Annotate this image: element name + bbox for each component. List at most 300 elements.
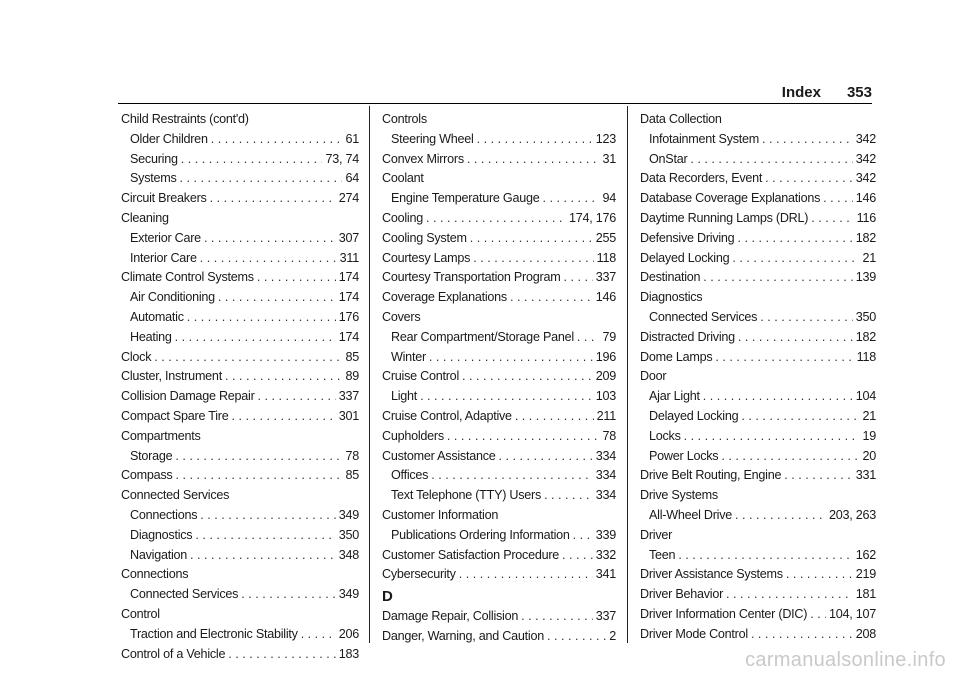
index-page-ref[interactable]: 104, 107 — [828, 606, 876, 621]
index-page-ref[interactable]: 206 — [338, 626, 359, 641]
index-term: Compact Spare Tire — [121, 408, 229, 423]
index-term: Teen — [649, 547, 676, 562]
index-entry — [640, 526, 876, 546]
index-page-ref[interactable]: 85 — [345, 349, 359, 364]
index-page-ref[interactable]: 103 — [595, 389, 616, 404]
index-subentry — [121, 169, 359, 189]
dot-leader — [204, 229, 336, 249]
index-entry — [640, 585, 876, 605]
index-entry — [382, 367, 616, 387]
index-term: Delayed Locking — [649, 408, 739, 423]
index-entry — [640, 189, 876, 209]
dot-leader — [521, 607, 593, 627]
index-page-ref[interactable]: 118 — [596, 250, 616, 265]
dot-leader — [703, 268, 852, 288]
index-page-ref[interactable]: 79 — [602, 329, 616, 344]
index-term: Storage — [130, 448, 173, 463]
index-term: Diagnostics — [130, 527, 193, 542]
index-entry — [121, 189, 359, 209]
dot-leader — [737, 229, 852, 249]
index-entry — [121, 110, 359, 130]
dot-leader — [760, 308, 853, 328]
index-page-ref[interactable]: 94 — [602, 191, 616, 206]
index-entry — [640, 209, 876, 229]
index-subentry — [382, 328, 616, 348]
index-page-ref[interactable]: 116 — [856, 210, 876, 225]
dot-leader — [429, 348, 593, 368]
index-entry — [121, 605, 359, 625]
index-page-ref[interactable]: 31 — [602, 151, 616, 166]
index-term: Coolant — [382, 171, 424, 186]
page-title: Index — [781, 84, 821, 101]
section-letter: D — [382, 588, 393, 606]
index-term: Dome Lamps — [640, 349, 713, 364]
index-term: Customer Information — [382, 507, 499, 522]
page-header — [782, 84, 872, 101]
dot-leader — [726, 585, 853, 605]
index-term: Cruise Control, Adaptive — [382, 408, 512, 423]
index-page-ref[interactable]: 104 — [855, 389, 876, 404]
index-subentry — [640, 546, 876, 566]
dot-leader — [765, 169, 853, 189]
index-entry — [121, 645, 359, 665]
index-entry — [640, 249, 876, 269]
index-page-ref[interactable]: 139 — [855, 270, 876, 285]
index-entry — [640, 288, 876, 308]
dot-leader — [810, 605, 826, 625]
index-term: Coverage Explanations — [382, 290, 507, 305]
index-page-ref[interactable]: 311 — [339, 250, 359, 265]
index-term: Connected Services — [649, 309, 758, 324]
index-page-ref[interactable]: 341 — [595, 567, 616, 582]
index-term: Daytime Running Lamps (DRL) — [640, 210, 809, 225]
index-term: Driver Assistance Systems — [640, 567, 783, 582]
index-page-ref[interactable]: 89 — [345, 369, 359, 384]
index-entry — [382, 169, 616, 189]
index-page-ref[interactable]: 337 — [338, 389, 359, 404]
index-entry — [382, 407, 616, 427]
index-entry — [382, 150, 616, 170]
dot-leader — [211, 130, 343, 150]
index-page-ref[interactable]: 331 — [855, 468, 876, 483]
index-term: Diagnostics — [640, 290, 703, 305]
dot-leader — [786, 565, 853, 585]
index-subentry — [382, 387, 616, 407]
index-subentry — [121, 308, 359, 328]
index-term: Automatic — [130, 309, 184, 324]
index-term: Compartments — [121, 428, 201, 443]
index-subentry — [640, 506, 876, 526]
index-page-ref[interactable]: 181 — [855, 587, 876, 602]
watermark: carmanualsonline.info — [745, 649, 946, 671]
index-page-ref[interactable]: 85 — [345, 468, 359, 483]
column-divider — [627, 106, 628, 643]
index-entry — [640, 625, 876, 645]
index-page-ref[interactable]: 339 — [595, 527, 616, 542]
index-entry — [121, 427, 359, 447]
dot-leader — [547, 627, 606, 647]
index-entry — [640, 229, 876, 249]
index-entry — [121, 348, 359, 368]
index-page-ref[interactable]: 349 — [338, 507, 359, 522]
dot-leader — [426, 209, 566, 229]
dot-leader — [751, 625, 853, 645]
index-entry — [640, 466, 876, 486]
index-term: Connected Services — [130, 587, 239, 602]
dot-leader — [732, 249, 859, 269]
index-subentry — [121, 288, 359, 308]
index-term: Cooling System — [382, 230, 467, 245]
page-number: 353 — [846, 84, 872, 101]
index-page-ref[interactable]: 334 — [595, 448, 616, 463]
index-page-ref[interactable]: 342 — [855, 151, 876, 166]
index-subentry — [382, 526, 616, 546]
index-subentry — [640, 150, 876, 170]
index-term: Rear Compartment/Storage Panel — [391, 329, 574, 344]
dot-leader — [563, 268, 592, 288]
dot-leader — [228, 645, 336, 665]
index-column-1 — [121, 110, 359, 664]
index-term: Distracted Driving — [640, 329, 735, 344]
index-page-ref[interactable]: 274 — [338, 191, 359, 206]
index-term: Older Children — [130, 131, 208, 146]
dot-leader — [721, 447, 859, 467]
index-page-ref[interactable]: 64 — [345, 171, 359, 186]
index-entry — [640, 367, 876, 387]
index-page-ref[interactable]: 174 — [338, 329, 359, 344]
index-subentry — [121, 506, 359, 526]
index-entry — [121, 407, 359, 427]
index-term: Engine Temperature Gauge — [391, 191, 540, 206]
index-term: Cooling — [382, 210, 423, 225]
dot-leader — [467, 150, 600, 170]
index-subentry — [121, 546, 359, 566]
index-entry — [382, 546, 616, 566]
index-page-ref[interactable]: 203, 263 — [828, 507, 876, 522]
index-term: Convex Mirrors — [382, 151, 464, 166]
dot-leader — [543, 189, 600, 209]
index-entry — [121, 387, 359, 407]
dot-leader — [741, 407, 859, 427]
index-page-ref[interactable]: 123 — [595, 131, 616, 146]
index-page-ref[interactable]: 209 — [595, 369, 616, 384]
index-page-ref[interactable]: 337 — [595, 270, 616, 285]
dot-leader — [703, 387, 853, 407]
index-entry — [382, 308, 616, 328]
index-term: Destination — [640, 270, 701, 285]
index-page-ref[interactable]: 350 — [855, 309, 876, 324]
index-term: OnStar — [649, 151, 688, 166]
index-term: Light — [391, 389, 418, 404]
index-term: Defensive Driving — [640, 230, 735, 245]
index-page-ref[interactable]: 342 — [855, 131, 876, 146]
index-page-ref[interactable]: 208 — [855, 626, 876, 641]
index-page-ref[interactable]: 342 — [855, 171, 876, 186]
dot-leader — [175, 447, 342, 467]
index-column-3 — [640, 110, 876, 645]
index-subentry — [382, 486, 616, 506]
index-entry — [382, 268, 616, 288]
index-term: Door — [640, 369, 667, 384]
index-term: Database Coverage Explanations — [640, 191, 821, 206]
index-entry — [640, 605, 876, 625]
index-page-ref[interactable]: 2 — [609, 628, 616, 643]
index-entry — [640, 328, 876, 348]
header-rule — [118, 103, 872, 104]
index-entry — [640, 169, 876, 189]
index-term: Drive Systems — [640, 488, 718, 503]
index-page-ref[interactable]: 196 — [595, 349, 616, 364]
dot-leader — [473, 249, 593, 269]
index-subentry — [382, 466, 616, 486]
index-term: Clock — [121, 349, 152, 364]
index-term: Controls — [382, 112, 427, 126]
index-page-ref[interactable]: 307 — [338, 230, 359, 245]
index-page-ref[interactable]: 332 — [595, 547, 616, 562]
index-term: Driver Mode Control — [640, 626, 748, 641]
index-term: Traction and Electronic Stability — [130, 626, 298, 641]
index-entry — [121, 565, 359, 585]
index-entry — [640, 348, 876, 368]
index-subentry — [121, 249, 359, 269]
index-subentry — [121, 150, 359, 170]
dot-leader — [735, 506, 826, 526]
index-page-ref[interactable]: 350 — [338, 527, 359, 542]
index-page-ref[interactable]: 78 — [345, 448, 359, 463]
index-subentry — [640, 447, 876, 467]
index-term: Air Conditioning — [130, 290, 215, 305]
index-page-ref[interactable]: 61 — [345, 131, 359, 146]
index-entry — [382, 209, 616, 229]
index-page-ref[interactable]: 174, 176 — [568, 210, 616, 225]
index-term: Securing — [130, 151, 178, 166]
index-page-ref[interactable]: 255 — [595, 230, 616, 245]
index-subentry — [121, 328, 359, 348]
index-page-ref[interactable]: 334 — [595, 468, 616, 483]
index-term: Cleaning — [121, 210, 169, 225]
index-term: Courtesy Lamps — [382, 250, 471, 265]
dot-leader — [573, 526, 593, 546]
dot-leader — [690, 150, 852, 170]
index-term: Child Restraints (cont'd) — [121, 112, 249, 126]
index-entry — [640, 565, 876, 585]
index-term: Interior Care — [130, 250, 197, 265]
index-page-ref[interactable]: 118 — [856, 349, 876, 364]
dot-leader — [510, 288, 593, 308]
dot-leader — [301, 625, 336, 645]
dot-leader — [431, 466, 593, 486]
index-entry — [121, 466, 359, 486]
index-term: Control of a Vehicle — [121, 646, 226, 661]
index-page-ref[interactable]: 182 — [855, 329, 876, 344]
dot-leader — [499, 447, 593, 467]
index-term: Systems — [130, 171, 177, 186]
index-term: Navigation — [130, 547, 188, 562]
index-entry — [382, 229, 616, 249]
index-subentry — [382, 130, 616, 150]
index-term: Connections — [121, 567, 189, 582]
dot-leader — [477, 130, 593, 150]
index-page-ref[interactable]: 21 — [862, 408, 876, 423]
index-term: Infotainment System — [649, 131, 760, 146]
dot-leader — [200, 506, 335, 526]
dot-leader — [195, 526, 335, 546]
dot-leader — [218, 288, 336, 308]
index-term: Text Telephone (TTY) Users — [391, 488, 542, 503]
index-page-ref[interactable]: 348 — [338, 547, 359, 562]
index-entry — [121, 268, 359, 288]
index-page-ref[interactable]: 20 — [862, 448, 876, 463]
index-term: Courtesy Transportation Program — [382, 270, 561, 285]
index-entry — [382, 565, 616, 585]
index-term: Ajar Light — [649, 389, 700, 404]
dot-leader — [258, 387, 336, 407]
index-entry — [382, 506, 616, 526]
index-page-ref[interactable]: 334 — [595, 488, 616, 503]
index-term: Connected Services — [121, 488, 230, 503]
index-entry — [382, 447, 616, 467]
index-term: Steering Wheel — [391, 131, 474, 146]
index-entry — [640, 486, 876, 506]
index-page-ref[interactable]: 162 — [855, 547, 876, 562]
index-page-ref[interactable]: 21 — [862, 250, 876, 265]
dot-leader — [684, 427, 860, 447]
index-term: Offices — [391, 468, 429, 483]
dot-leader — [447, 427, 600, 447]
dot-leader — [562, 546, 593, 566]
index-term: Danger, Warning, and Caution — [382, 628, 544, 643]
index-term: Control — [121, 606, 160, 621]
index-page-ref[interactable]: 337 — [595, 609, 616, 624]
index-term: Connections — [130, 507, 198, 522]
index-page-ref[interactable]: 301 — [338, 408, 359, 423]
index-page-ref[interactable]: 146 — [855, 191, 876, 206]
index-term: All-Wheel Drive — [649, 507, 733, 522]
dot-leader — [470, 229, 593, 249]
index-page-ref[interactable]: 211 — [596, 408, 616, 423]
index-subentry — [382, 348, 616, 368]
index-term: Winter — [391, 349, 426, 364]
index-term: Customer Satisfaction Procedure — [382, 547, 560, 562]
dot-leader — [187, 308, 336, 328]
index-subentry — [640, 308, 876, 328]
index-term: Collision Damage Repair — [121, 389, 255, 404]
column-divider — [369, 106, 370, 643]
index-entry — [121, 209, 359, 229]
dot-leader — [225, 367, 343, 387]
dot-leader — [200, 249, 337, 269]
index-entry — [640, 110, 876, 130]
index-entry — [382, 607, 616, 627]
index-subentry — [121, 130, 359, 150]
index-subentry — [121, 625, 359, 645]
index-page-ref[interactable]: 78 — [602, 428, 616, 443]
index-subentry — [121, 585, 359, 605]
index-subentry — [121, 447, 359, 467]
dot-leader — [175, 466, 342, 486]
index-term: Data Recorders, Event — [640, 171, 763, 186]
index-subentry — [640, 387, 876, 407]
index-entry — [382, 249, 616, 269]
index-term: Publications Ordering Information — [391, 527, 570, 542]
dot-leader — [175, 328, 336, 348]
index-entry — [382, 427, 616, 447]
index-column-2 — [382, 110, 616, 647]
dot-leader — [190, 546, 336, 566]
dot-leader — [544, 486, 593, 506]
dot-leader — [462, 367, 593, 387]
index-subentry — [640, 130, 876, 150]
index-page-ref[interactable]: 73, 74 — [325, 151, 359, 166]
index-term: Heating — [130, 329, 172, 344]
index-term: Power Locks — [649, 448, 719, 463]
index-page-ref[interactable]: 349 — [338, 587, 359, 602]
index-subentry — [121, 526, 359, 546]
dot-leader — [577, 328, 600, 348]
dot-leader — [180, 169, 343, 189]
index-page-ref[interactable]: 183 — [338, 646, 359, 661]
index-page-ref[interactable]: 176 — [338, 309, 359, 324]
index-entry — [640, 268, 876, 288]
index-term: Damage Repair, Collision — [382, 609, 519, 624]
dot-leader — [459, 565, 593, 585]
index-term: Driver Information Center (DIC) — [640, 606, 808, 621]
index-page-ref[interactable]: 174 — [338, 270, 359, 285]
index-term: Drive Belt Routing, Engine — [640, 468, 782, 483]
dot-leader — [678, 546, 852, 566]
dot-leader — [257, 268, 336, 288]
index-subentry — [640, 427, 876, 447]
dot-leader — [762, 130, 853, 150]
dot-leader — [811, 209, 853, 229]
index-term: Compass — [121, 468, 173, 483]
index-entry — [382, 110, 616, 130]
index-term: Cupholders — [382, 428, 444, 443]
dot-leader — [715, 348, 853, 368]
index-term: Driver — [640, 527, 673, 542]
index-term: Driver Behavior — [640, 587, 724, 602]
dot-leader — [210, 189, 336, 209]
index-term: Locks — [649, 428, 681, 443]
index-page-ref[interactable]: 146 — [595, 290, 616, 305]
index-term: Exterior Care — [130, 230, 201, 245]
index-term: Data Collection — [640, 112, 722, 126]
dot-leader — [154, 348, 342, 368]
index-page-ref[interactable]: 174 — [338, 290, 359, 305]
dot-leader — [241, 585, 336, 605]
index-term: Customer Assistance — [382, 448, 496, 463]
index-page-ref[interactable]: 19 — [862, 428, 876, 443]
index-subentry — [382, 189, 616, 209]
index-term: Circuit Breakers — [121, 191, 207, 206]
index-page-ref[interactable]: 182 — [855, 230, 876, 245]
index-subentry — [121, 229, 359, 249]
dot-leader — [784, 466, 853, 486]
index-term: Climate Control Systems — [121, 270, 254, 285]
index-entry — [382, 627, 616, 647]
index-term: Cluster, Instrument — [121, 369, 222, 384]
index-subentry — [640, 407, 876, 427]
index-term: Cruise Control — [382, 369, 459, 384]
dot-leader — [823, 189, 853, 209]
dot-leader — [181, 150, 323, 170]
index-term: Delayed Locking — [640, 250, 730, 265]
index-term: Covers — [382, 309, 421, 324]
index-entry — [121, 367, 359, 387]
index-page-ref[interactable]: 219 — [855, 567, 876, 582]
dot-leader — [420, 387, 593, 407]
dot-leader — [738, 328, 853, 348]
